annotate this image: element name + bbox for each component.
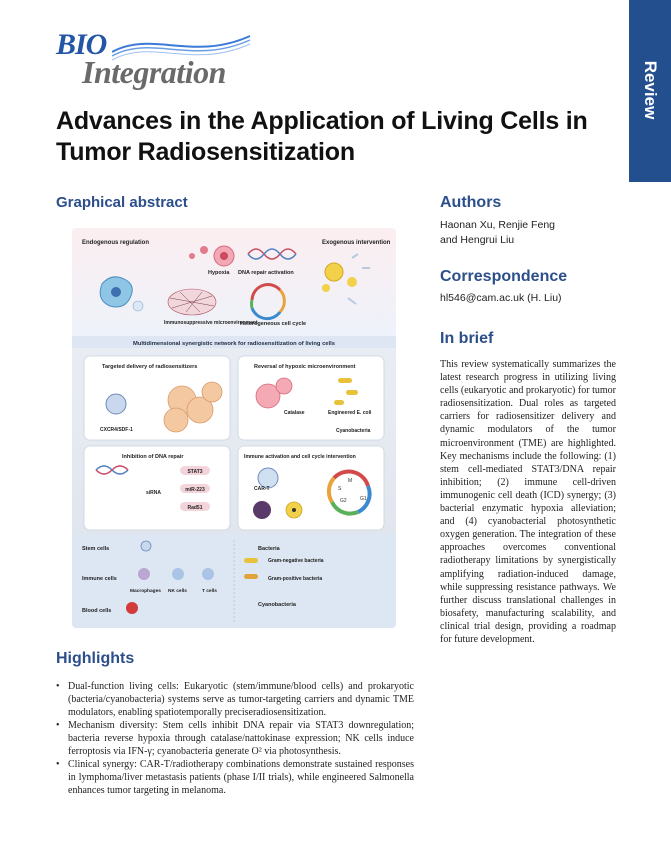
- article-title: Advances in the Application of Living Cells in Tumor Radiosensitization: [56, 107, 588, 166]
- fig-macrophages-label: Macrophages: [130, 589, 161, 594]
- fig-sirna-label: siRNA: [146, 490, 162, 496]
- fig-stem-label: Stem cells: [82, 546, 110, 552]
- article-type-tab: [629, 0, 671, 182]
- fig-m-label: M: [348, 478, 353, 484]
- fig-hetero-label: Heterogeneous cell cycle: [240, 321, 307, 327]
- cart-cell-icon: [258, 468, 278, 488]
- bottom-tcell-icon: [202, 568, 214, 580]
- fig-hypoxia-label: Hypoxia: [208, 270, 230, 276]
- stem-cell-icon: [106, 394, 126, 414]
- fig-cyano-label: Cyanobacteria: [258, 602, 296, 608]
- article-type-label: Review: [641, 60, 660, 120]
- logo-bio-text: BIO: [56, 28, 107, 61]
- journal-logo: [56, 26, 256, 88]
- fig-ecoli-label: Engineered E. coli: [328, 410, 372, 416]
- fig-dna-repair-label: DNA repair activation: [238, 270, 294, 276]
- highlights-heading: Highlights: [56, 650, 135, 667]
- graphical-abstract-heading: Graphical abstract: [56, 194, 188, 211]
- in-brief-heading: In brief: [440, 330, 494, 347]
- fig-exogenous-label: Exogenous intervention: [322, 240, 391, 246]
- gram-pos-icon: [244, 574, 258, 579]
- fig-catalase-label: Catalase: [284, 410, 305, 416]
- radiation-icon: [286, 502, 302, 518]
- in-brief-text: This review systematically summarizes the latest research progress in utilizing living cells (eukaryotic and prokaryotic) for tumor radiosensitization. Dual roles as targeted carriers for radiosensitizer delivery and dynamic modulators of the tumor microenvironment (TME) are highlighted. Key mechanisms include the following: (1) stem cell-mediated STAT3/DNA repair inhibition; (2) immune cell-driven immunogenic cell death (ICD) synergy; (3) bacterial enzymatic hypoxia alleviation; and (4) cyanobacterial photosynthetic oxygen generation. The integration of these approaches overcomes conventional radiotherapy limitations by synergistically amplifying radiation-induced damage, while suppressing resistance pathways. We further discuss translational challenges in biosafety, manufacturing scalability, and clinical trial design, providing a roadmap for future development.: [440, 359, 616, 645]
- macrophage-icon: [100, 277, 132, 307]
- fig-immune-cells-label: Immune cells: [82, 576, 117, 582]
- fig-gram-pos-label: Gram-positive bacteria: [268, 576, 323, 582]
- bottom-stem-icon: [141, 541, 151, 551]
- fig-s-label: S: [338, 486, 342, 492]
- fig-rad51-label: Rad51: [187, 505, 203, 511]
- bottom-blood-icon: [126, 602, 138, 614]
- fig-tcells-label: T cells: [202, 589, 217, 594]
- fig-endogenous-label: Endogenous regulation: [82, 240, 149, 246]
- immunosuppressive-mesh-icon: [168, 289, 216, 315]
- graphical-abstract-figure: [72, 228, 396, 628]
- fig-immuno-label: Immunosuppressive microenvironment: [164, 320, 258, 326]
- bottom-nk-icon: [172, 568, 184, 580]
- fig-gram-neg-label: Gram-negative bacteria: [268, 558, 324, 564]
- fig-cxcr4-label: CXCR4/SDF-1: [100, 427, 133, 433]
- highlight-item: • Clinical synergy: CAR-T/radiotherapy combinations demonstrate sustained responses in lymphoma/liver metastasis patients (phase I/II trials), while engineered Salmonella enhances tumor targeting in melanoma.: [56, 758, 414, 797]
- logo-integration-text: Integration: [82, 54, 226, 90]
- fig-immune-panel-label: Immune activation and cell cycle intervention: [244, 454, 356, 460]
- tumor-dark-icon: [253, 501, 271, 519]
- small-cell-icon: [133, 301, 143, 311]
- fig-mir-label: miR-223: [185, 487, 205, 493]
- fig-stat3-label: STAT3: [187, 469, 203, 475]
- fig-g1-label: G1: [360, 496, 367, 502]
- fig-inhibition-label: Inhibition of DNA repair: [122, 454, 184, 460]
- authors-list: [440, 218, 555, 248]
- highlight-item: • Mechanism diversity: Stem cells inhibit DNA repair via STAT3 downregulation; bacteria reverse hypoxia through catalase/nattokinase expression; NK cells induce ferroptosis via IFN-γ; cyanobacteria generate O² via photosynthesis.: [56, 719, 414, 758]
- fig-blood-label: Blood cells: [82, 608, 112, 614]
- correspondence-heading: Correspondence: [440, 268, 568, 285]
- authors-line-2: and Hengrui Liu: [440, 234, 515, 246]
- highlight-item: • Dual-function living cells: Eukaryotic (stem/immune/blood cells) and prokaryotic (bacteria/cyanobacteria) systems serve as tumor-targeting carriers and dynamic TME modulators, enabling spatiotemporally preciseradiosensitization.: [56, 680, 414, 719]
- fig-cart-label: CAR-T: [254, 486, 270, 492]
- gram-neg-icon: [244, 558, 258, 563]
- fig-g2-label: G2: [340, 498, 347, 504]
- bottom-macrophage-icon: [138, 568, 150, 580]
- fig-nk-label: NK cells: [168, 589, 187, 594]
- fig-band-label: Multidimensional synergistic network for radiosensitization of living cells: [133, 341, 335, 347]
- fig-bacteria-label: Bacteria: [258, 546, 280, 552]
- authors-heading: Authors: [440, 194, 502, 211]
- highlights-list: [56, 680, 414, 797]
- fig-targeted-label: Targeted delivery of radiosensitizers: [102, 364, 198, 370]
- fig-cyano-small-label: Cyanobacteria: [336, 428, 371, 434]
- correspondence-email[interactable]: hl546@cam.ac.uk (H. Liu): [440, 292, 562, 304]
- fig-reversal-label: Reversal of hypoxic microenvironment: [254, 364, 356, 370]
- authors-line-1: Haonan Xu, Renjie Feng: [440, 219, 555, 231]
